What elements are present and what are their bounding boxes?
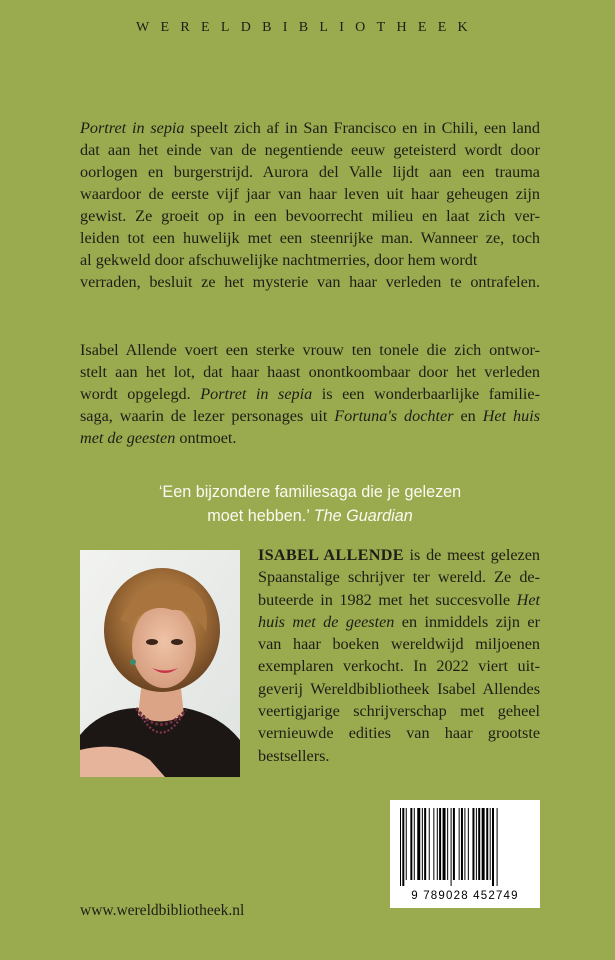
barcode-bar [422, 808, 423, 880]
barcode-bar [461, 808, 463, 880]
barcode-bar [424, 808, 426, 880]
author-bio [258, 544, 540, 767]
barcode-bar [482, 808, 485, 880]
bio-line: Spaanstalige schrijver ter wereld. Ze de- [258, 568, 540, 587]
bio-line [258, 611, 540, 633]
description-line: stelt aan het lot, dat haar haast onontkoombaar door het verleden [80, 363, 540, 381]
description-line [80, 405, 540, 427]
description-text: ontmoet. [175, 429, 237, 447]
book-title: Portret in sepia [200, 385, 313, 403]
barcode-bar [497, 808, 498, 886]
book-title: Portret in sepia [80, 119, 185, 137]
book-title: huis met de geesten [258, 612, 395, 631]
barcode-bar [451, 808, 452, 886]
description-line [80, 427, 540, 449]
barcode-bar [402, 808, 404, 886]
barcode-bar [472, 808, 474, 880]
barcode-bar [429, 808, 430, 880]
barcode-bar [492, 808, 494, 886]
book-title: Fortuna's dochter [334, 407, 454, 425]
barcode-bar [400, 808, 401, 886]
barcode-bar [478, 808, 480, 880]
synopsis-line [80, 117, 540, 139]
barcode-icon [390, 800, 540, 908]
author-photo [80, 550, 240, 777]
bio-text: is de meest gelezen [403, 546, 540, 564]
barcode-bar [447, 808, 448, 880]
barcode-bar [476, 808, 477, 880]
synopsis-line: verraden, besluit ze het mysterie van haar verleden te ontrafelen. [80, 273, 540, 291]
bio-line: veertigjarige schrijverschap met geheel [258, 702, 540, 721]
synopsis-line: waardoor de eerste vijf jaar van haar leven uit haar geheugen zijn [80, 185, 540, 203]
description-text: en [453, 407, 483, 425]
synopsis-line: al gekweld door afschuwelijke nachtmerries, door hem wordt [80, 251, 478, 269]
description-text: wordt opgelegd. [80, 385, 201, 403]
bio-line: vernieuwde edities van haar grootste [258, 724, 540, 743]
barcode-bar [453, 808, 455, 880]
barcode-bar [459, 808, 460, 880]
barcode-bar [464, 808, 465, 880]
quote-line [90, 504, 530, 528]
barcode-bar [486, 808, 488, 880]
synopsis-paragraph [80, 117, 540, 293]
bio-text: buteerde in 1982 met het succesvolle [258, 590, 517, 609]
review-quote [90, 480, 530, 528]
description-line: Isabel Allende voert een sterke vrouw ten tonele die zich ontwor- [80, 341, 540, 359]
publisher-name: WERELDBIBLIOTHEEK [136, 20, 479, 35]
book-title: met de geesten [80, 429, 176, 447]
synopsis-text: speelt zich af in San Francisco en in Chili, een land [184, 119, 540, 137]
barcode-bar [410, 808, 412, 880]
barcode-bar [437, 808, 438, 880]
description-text: saga, waarin de lezer personages uit [80, 407, 335, 425]
description-paragraph [80, 339, 540, 449]
bio-line: exemplaren verkocht. In 2022 viert uit- [258, 657, 540, 676]
bio-text: en inmiddels zijn er [394, 612, 540, 631]
synopsis-line: leiden tot een huwelijk met een steenrijke man. Wanneer ze, toch [80, 229, 540, 247]
quote-line: ‘Een bijzondere familiesaga die je gelezen [158, 483, 462, 501]
book-title: Het huis [482, 407, 540, 425]
synopsis-line: gewist. Ze groeit op in een bevoorrecht milieu en laat zich ver- [80, 207, 540, 225]
bio-line: geverij Wereldbibliotheek Isabel Allendes [258, 679, 540, 698]
description-line [80, 383, 540, 405]
bio-line: van haar boeken wereldwijd miljoenen [258, 635, 540, 654]
barcode-bar [433, 808, 434, 880]
author-name: ISABEL ALLENDE [258, 546, 404, 564]
synopsis-line: oorlogen en burgerstrijd. Aurora del Valle lijdt aan een trauma [80, 163, 540, 181]
barcode-bar [443, 808, 446, 880]
barcode-bar [468, 808, 469, 880]
quote-text: moet hebben.’ [207, 507, 314, 525]
bio-line [258, 544, 540, 566]
quote-source: The Guardian [313, 507, 413, 525]
barcode-bar [414, 808, 415, 880]
barcode-bar [439, 808, 441, 880]
publisher-website[interactable]: www.wereldbibliotheek.nl [80, 902, 245, 919]
bio-line [258, 589, 540, 611]
book-title: Het [516, 590, 540, 609]
synopsis-line: dat aan het einde van de negentiende eeuw geteisterd wordt door [80, 141, 540, 159]
barcode-bar [490, 808, 491, 880]
bio-line: bestsellers. [258, 746, 330, 765]
description-text: is een wonderbaarlijke familie- [312, 385, 540, 403]
barcode-bar [417, 808, 420, 880]
barcode-bar [406, 808, 407, 880]
isbn-number: 9 789028 452749 [411, 890, 519, 902]
